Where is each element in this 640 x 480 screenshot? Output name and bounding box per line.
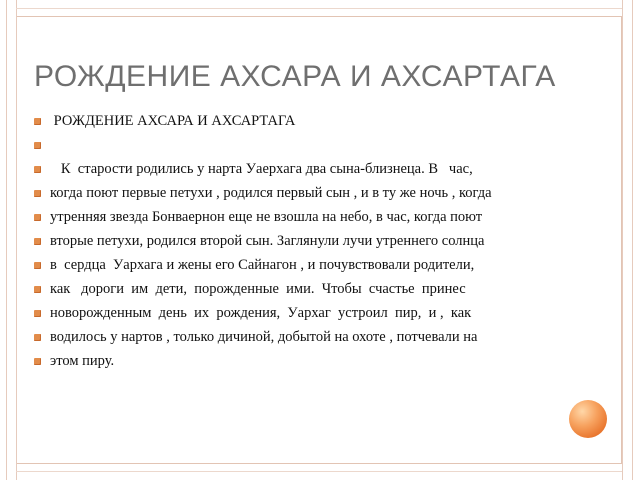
frame-line-left-inner (16, 0, 17, 480)
frame-line-top-outer (16, 8, 622, 9)
bullet-item (34, 232, 554, 251)
bullet-item (34, 208, 554, 227)
bullet-text: К старости родились у нарта Уаерхага два сына-близнеца. В час, (50, 161, 473, 177)
bullet-item (34, 304, 554, 323)
bullet-icon (34, 310, 41, 317)
bullet-list (34, 112, 554, 376)
bullet-icon (34, 238, 41, 245)
frame-line-right-inner (622, 0, 623, 480)
slide-title: РОЖДЕНИЕ АХСАРА И АХСАРТАГА (34, 60, 556, 93)
bullet-item (34, 256, 554, 275)
frame-line-left-outer (6, 0, 7, 480)
bullet-item (34, 136, 554, 155)
orange-circle-icon (569, 400, 607, 438)
bullet-icon (34, 334, 41, 341)
bullet-text: как дороги им дети, порожденные ими. Чтобы счастье принес (50, 281, 466, 297)
bullet-icon (34, 262, 41, 269)
bullet-item (34, 112, 554, 131)
bullet-icon (34, 214, 41, 221)
frame-line-right-outer (632, 0, 633, 480)
bullet-text: РОЖДЕНИЕ АХСАРА И АХСАРТАГА (50, 113, 296, 129)
frame-line-bottom-outer (16, 471, 622, 472)
bullet-text: водилось у нартов , только дичиной, добытой на охоте , потчевали на (50, 329, 478, 345)
bullet-text: новорожденным день их рождения, Уархаг устроил пир, и , как (50, 305, 472, 321)
bullet-icon (34, 286, 41, 293)
bullet-item (34, 328, 554, 347)
bullet-item (34, 184, 554, 203)
bullet-icon (34, 358, 41, 365)
bullet-text: когда поют первые петухи , родился первый сын , и в ту же ночь , когда (50, 185, 492, 201)
bullet-icon (34, 190, 41, 197)
bullet-icon (34, 118, 41, 125)
bullet-icon (34, 142, 41, 149)
bullet-item (34, 280, 554, 299)
bullet-text: вторые петухи, родился второй сын. Заглянули лучи утреннего солнца (50, 233, 485, 249)
bullet-item (34, 160, 554, 179)
bullet-text: утренняя звезда Бонваернон еще не взошла на небо, в час, когда поют (50, 209, 483, 225)
bullet-text: этом пиру. (50, 353, 115, 369)
bullet-text: в сердца Уархага и жены его Сайнагон , и почувствовали родители, (50, 257, 475, 273)
bullet-item (34, 352, 554, 371)
bullet-icon (34, 166, 41, 173)
